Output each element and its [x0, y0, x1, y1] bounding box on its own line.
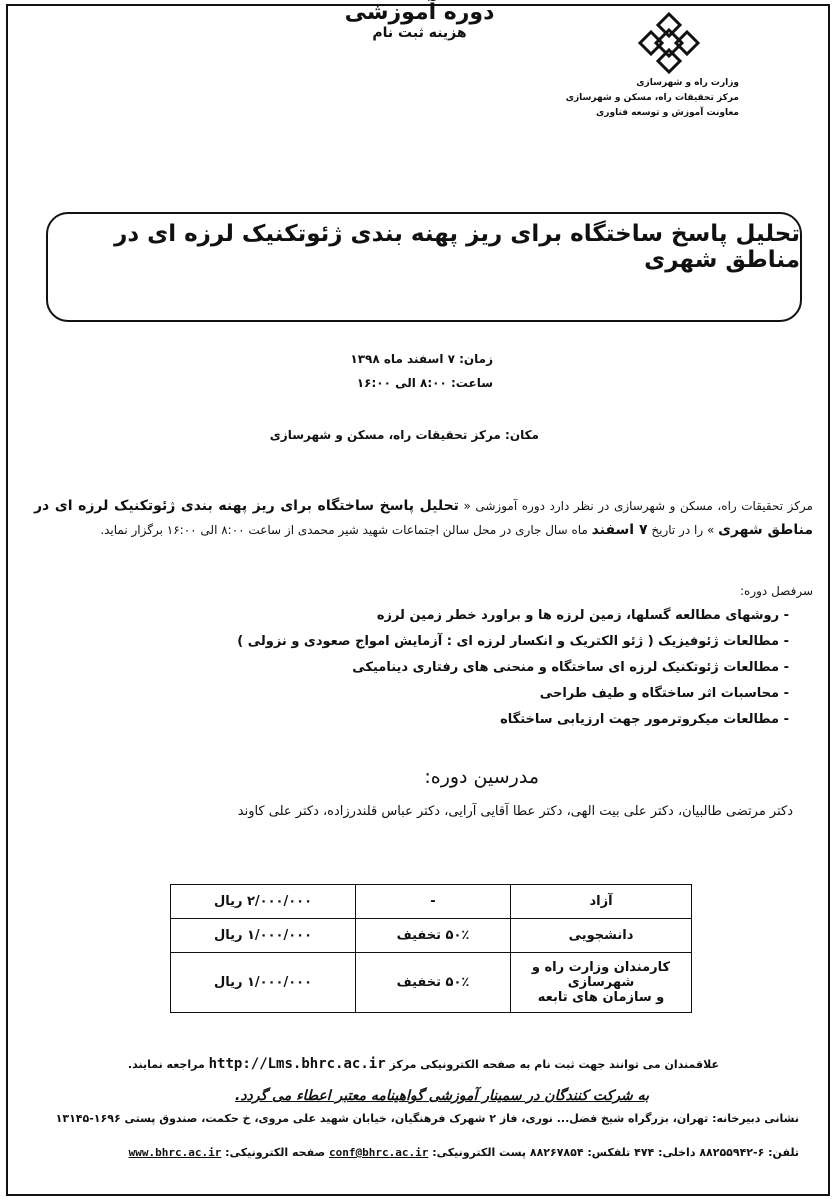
fee-table: [170, 884, 692, 1013]
topic-item: - مطالعات ژئوفیزیک ( ژئو الکتریک و انکسار لرزه ای : آزمایش امواج صعودی و نزولی ): [237, 634, 789, 649]
footer-email[interactable]: conf@bhrc.ac.ir: [329, 1146, 429, 1159]
course-place: مکان: مرکز تحقیقات راه، مسکن و شهرسازی: [269, 428, 539, 442]
topic-item: - مطالعات میکروترمور جهت ارزیابی ساختگاه: [500, 712, 789, 727]
topic-item: - روشهای مطالعه گسلها، زمین لرزه ها و براورد خطر زمین لرزه: [376, 608, 789, 623]
org-department: معاونت آموزش و توسعه فناوری: [596, 108, 739, 118]
fee-category: دانشجویی: [511, 919, 692, 953]
certificate-note: به شرکت کنندگان در سمینار آموزشی گواهینامه معتبر اعطاء می گردد.: [235, 1088, 649, 1104]
table-row: [171, 953, 692, 1013]
teachers-title: مدرسین دوره:: [424, 766, 539, 788]
intro-date: ۷ اسفند: [591, 522, 648, 538]
fee-discount: ۵۰٪ تخفیف: [356, 953, 511, 1013]
fee-price: ۲/۰۰۰/۰۰۰ ریال: [171, 885, 356, 919]
course-title: تحلیل پاسخ ساختگاه برای ریز پهنه بندی ژئوتکنیک لرزه ای در مناطق شهری: [114, 221, 800, 273]
page-border: [6, 4, 830, 1196]
fee-title: هزینه ثبت نام: [372, 25, 467, 41]
footer-phone: تلفن: ۶-۸۸۲۵۵۹۴۲ داخلی: ۴۷۴ تلفکس: ۸۸۲۶۷۸۵۴ پست الکترونیکی:: [432, 1146, 799, 1159]
fee-category: کارمندان وزارت راه و شهرسازی: [531, 960, 671, 990]
fee-price: ۱/۰۰۰/۰۰۰ ریال: [171, 919, 356, 953]
table-row: [171, 885, 692, 919]
topic-item: - محاسبات اثر ساختگاه و طیف طراحی: [539, 686, 789, 701]
org-ministry: وزارت راه و شهرسازی: [636, 78, 739, 88]
registration-note: [128, 1056, 719, 1072]
intro-title: تحلیل پاسخ ساختگاه برای ریز پهنه بندی ژئوتکنیک لرزه ای در مناطق شهری: [34, 498, 813, 538]
org-center: مرکز تحقیقات راه، مسکن و شهرسازی: [565, 93, 739, 103]
fee-category-cell: [511, 953, 692, 1013]
topics-title: سرفصل دوره:: [740, 584, 813, 598]
course-time: ساعت: ۸:۰۰ الی ۱۶:۰۰: [356, 376, 493, 390]
table-row: [171, 919, 692, 953]
intro-part1: مرکز تحقیقات راه، مسکن و شهرسازی در نظر دارد دوره آموزشی «: [463, 499, 813, 513]
fee-price: ۱/۰۰۰/۰۰۰ ریال: [171, 953, 356, 1013]
topic-item: - مطالعات ژئوتکنیک لرزه ای ساختگاه و منحنی های رفتاری دینامیکی: [352, 660, 789, 675]
teachers-list: دکتر مرتضی طالبیان، دکتر علی بیت الهی، دکتر عطا آقایی آرایی، دکتر عباس قلندرزاده، دکتر علی کاوند: [237, 804, 793, 819]
registration-note-end: مراجعه نمایند.: [127, 1058, 205, 1071]
bhrc-logo: [636, 10, 702, 76]
course-heading: دوره آموزشی: [344, 0, 495, 25]
registration-note-text: علاقمندان می توانند جهت ثبت نام به صفحه الکترونیکی مرکز: [389, 1058, 719, 1071]
fee-discount: ۵۰٪ تخفیف: [356, 919, 511, 953]
intro-part3: ماه سال جاری در محل سالن اجتماعات شهید شیر محمدی از ساعت ۸:۰۰ الی ۱۶:۰۰ برگزار نماید.: [100, 523, 588, 537]
intro-part2: » را در تاریخ: [651, 523, 715, 537]
footer-address: نشانی دبیرخانه: تهران، بزرگراه شیخ فضل... نوری، فاز ۲ شهرک فرهنگیان، خیابان شهید علی مروی، خ حکمت، صندوق پستی ۱۶۹۶-۱۳۱۴۵: [55, 1112, 799, 1125]
fee-category-line2: و سازمان های تابعه: [537, 990, 665, 1005]
footer-website[interactable]: www.bhrc.ac.ir: [128, 1146, 222, 1159]
footer-contact: [129, 1146, 799, 1159]
footer-website-label: صفحه الکترونیکی:: [225, 1146, 326, 1159]
fee-category: آزاد: [511, 885, 692, 919]
fee-discount: -: [356, 885, 511, 919]
intro-paragraph: [34, 494, 813, 542]
registration-link[interactable]: http://Lms.bhrc.ac.ir: [208, 1056, 386, 1072]
course-date: زمان: ۷ اسفند ماه ۱۳۹۸: [350, 352, 493, 366]
course-title-box: [46, 212, 802, 322]
